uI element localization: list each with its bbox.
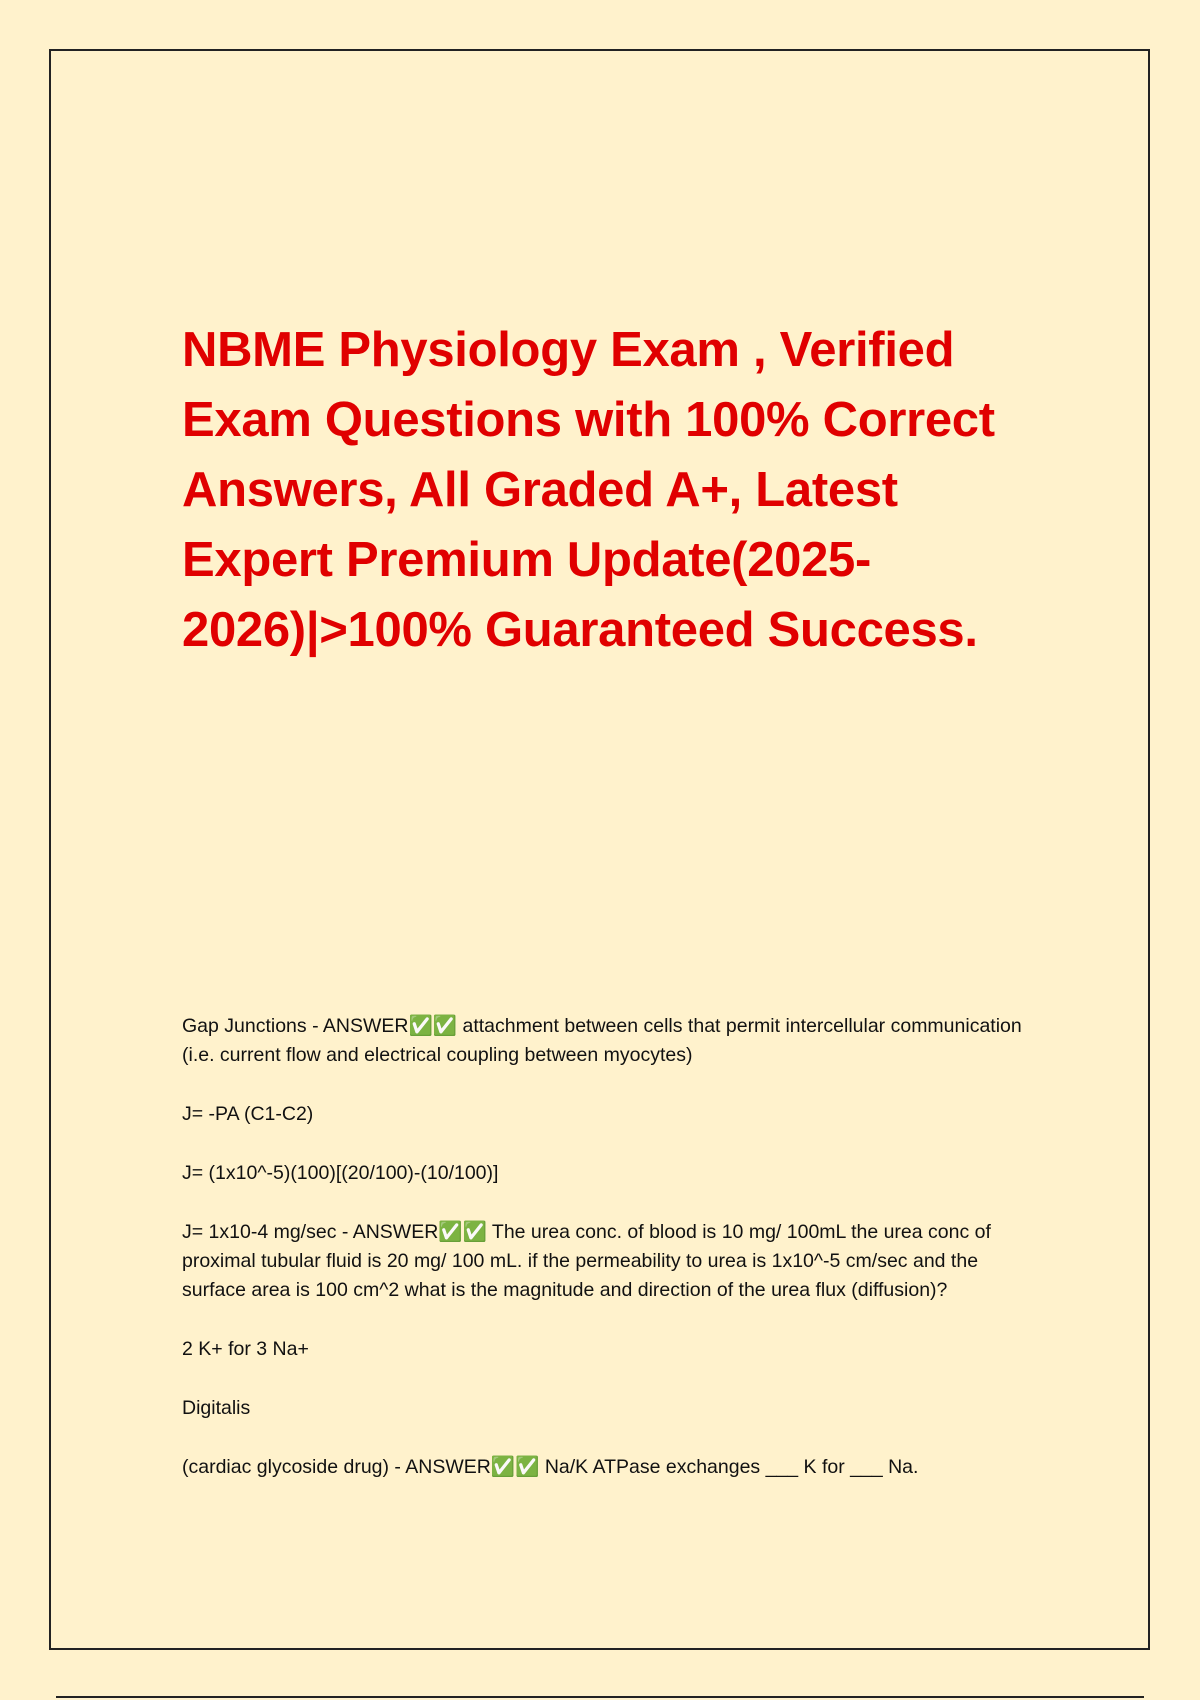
paragraph-pump-ratio: 2 K+ for 3 Na+ bbox=[182, 1338, 309, 1360]
paragraph-gap-junctions: Gap Junctions - ANSWER✅✅ attachment between cells that permit intercellular communication (i.e. current flow and electrical coupling between myocytes) bbox=[182, 1015, 1022, 1066]
page-bottom-rule bbox=[56, 1696, 1144, 1698]
document-title: NBME Physiology Exam , Verified Exam Questions with 100% Correct Answers, All Graded A+, Latest Expert Premium Update(2025-2026)|>100% Guaranteed Success. bbox=[182, 323, 995, 657]
paragraph-flux-formula: J= -PA (C1-C2) bbox=[182, 1103, 314, 1125]
document-body bbox=[182, 1012, 1022, 1512]
paragraph-digitalis: Digitalis bbox=[182, 1397, 251, 1419]
paragraph-urea-flux-question: J= 1x10-4 mg/sec - ANSWER✅✅ The urea conc. of blood is 10 mg/ 100mL the urea conc of proximal tubular fluid is 20 mg/ 100 mL. if the permeability to urea is 1x10^-5 cm/sec and the surface area is 100 cm^2 what is the magnitude and direction of the urea flux (diffusion)? bbox=[182, 1221, 991, 1301]
paragraph-flux-substitution: J= (1x10^-5)(100)[(20/100)-(10/100)] bbox=[182, 1162, 499, 1184]
paragraph-cardiac-glycoside: (cardiac glycoside drug) - ANSWER✅✅ Na/K ATPase exchanges ___ K for ___ Na. bbox=[182, 1456, 919, 1478]
